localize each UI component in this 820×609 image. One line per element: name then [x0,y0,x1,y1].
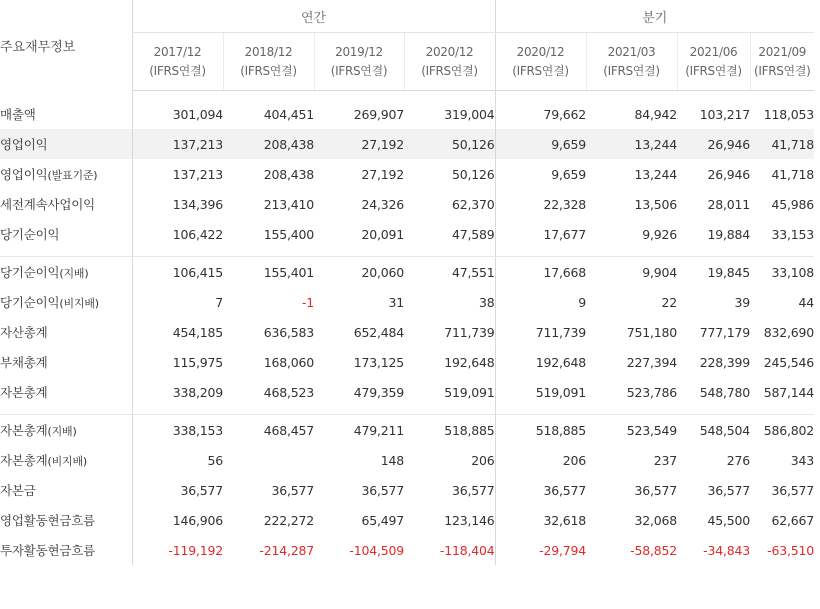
table-cell: -119,192 [132,535,223,565]
table-cell: 41,718 [750,129,814,159]
table-cell: 45,986 [771,196,814,212]
table-row [0,505,814,535]
table-cell: 41,718 [771,166,814,182]
table-cell: 39 [734,294,750,310]
table-cell: 518,885 [495,415,586,446]
period-header: 2021/09 (IFRS연결) [750,33,814,91]
table-cell: 19,884 [707,226,750,242]
table-cell: 228,399 [699,354,750,370]
table-cell: 777,179 [699,324,750,340]
row-label: 당기순이익 [0,227,60,242]
table-cell: 106,422 [132,219,223,249]
table-cell: 9 [495,287,586,317]
table-body [0,91,814,566]
table-row [0,445,814,475]
table-cell: 832,690 [763,324,814,340]
table-cell: 22 [661,294,677,310]
table-cell: 269,907 [353,106,404,122]
table-cell: 20,091 [361,226,404,242]
table-cell: 36,577 [132,475,223,505]
table-row [0,317,814,347]
table-cell: -34,843 [703,542,750,558]
table-cell: 13,506 [634,196,677,212]
table-cell: 523,786 [626,384,677,400]
table-cell: 103,217 [699,106,750,122]
table-row [0,287,814,317]
table-cell: 148 [380,452,404,468]
table-cell: 118,053 [763,106,814,122]
table-cell: 9,904 [642,264,677,280]
table-cell: 50,126 [404,129,495,159]
table-cell: 9,659 [495,159,586,189]
table-cell: 227,394 [626,354,677,370]
table-row [0,415,814,446]
table-cell: 168,060 [263,354,314,370]
table-cell: 36,577 [451,482,495,498]
row-label: 자본총계 [0,385,48,400]
table-cell: 62,667 [771,512,814,528]
table-cell: 115,975 [132,347,223,377]
table-cell: 33,108 [771,264,814,280]
table-cell: 38 [478,294,495,310]
corner-label: 주요재무정보 [0,39,76,55]
table-cell: 338,209 [132,377,223,407]
row-label: 투자활동현금흐름 [0,543,96,558]
period-header: 2020/12 (IFRS연결) [495,33,586,91]
period-header: 2020/12 (IFRS연결) [404,33,495,91]
table-row [0,159,814,189]
row-label: 자산총계 [0,325,48,340]
table-cell: 19,845 [707,264,750,280]
table-cell: -58,852 [630,542,677,558]
table-cell: 751,180 [626,324,677,340]
table-cell: 711,739 [444,324,495,340]
table-cell: 711,739 [495,317,586,347]
table-cell: 36,577 [271,482,314,498]
table-cell: 586,802 [763,422,814,438]
table-row [0,219,814,249]
table-cell: 155,400 [263,226,314,242]
table-cell: 28,011 [707,196,750,212]
row-label: 당기순이익(비지배) [0,295,99,310]
table-cell: 9,659 [495,129,586,159]
table-cell: 587,144 [763,384,814,400]
table-cell: 237 [653,452,677,468]
table-cell [223,445,314,475]
table-cell: 276 [726,452,750,468]
table-cell: 206 [495,445,586,475]
table-cell: 36,577 [771,482,814,498]
table-cell: 26,946 [677,129,750,159]
row-label: 영업이익 [0,129,132,159]
table-cell: 32,068 [634,512,677,528]
period-header: 2021/03 (IFRS연결) [586,33,677,91]
row-label: 자본금 [0,483,36,498]
table-cell: 523,549 [626,422,677,438]
table-cell: 17,677 [495,219,586,249]
group-annual: 연간 [132,0,495,33]
table-cell: 338,153 [132,415,223,446]
table-cell: 27,192 [314,129,404,159]
row-label: 당기순이익(지배) [0,265,89,280]
table-cell: 9,926 [642,226,677,242]
row-label: 자본총계(비지배) [0,453,87,468]
table-cell: 84,942 [634,106,677,122]
period-header: 2019/12 (IFRS연결) [314,33,404,91]
table-cell: 31 [388,294,404,310]
table-cell: 47,589 [451,226,495,242]
table-cell: 206 [471,452,495,468]
table-cell: 45,500 [707,512,750,528]
table-cell: 137,213 [132,129,223,159]
table-cell: 652,484 [353,324,404,340]
table-cell: 50,126 [451,166,495,182]
table-cell: -214,287 [259,542,314,558]
table-cell: 301,094 [132,99,223,129]
table-cell: 47,551 [451,264,495,280]
table-cell: 36,577 [634,482,677,498]
table-cell: 106,415 [132,257,223,288]
table-cell: 519,091 [495,377,586,407]
table-cell: 32,618 [495,505,586,535]
table-cell: 22,328 [495,189,586,219]
row-label: 매출액 [0,107,36,122]
table-cell: 479,211 [353,422,404,438]
table-cell: 468,523 [263,384,314,400]
period-header: 2021/06 (IFRS연결) [677,33,750,91]
table-cell: 20,060 [361,264,404,280]
table-cell: 13,244 [586,129,677,159]
table-cell: 208,438 [263,166,314,182]
table-row [0,475,814,505]
table-cell: 208,438 [223,129,314,159]
table-cell: 404,451 [263,106,314,122]
table-cell: 65,497 [361,512,404,528]
table-cell: 192,648 [444,354,495,370]
table-cell: 79,662 [495,99,586,129]
row-label: 영업이익(발표기준) [0,167,98,182]
table-cell: 146,906 [132,505,223,535]
table-cell: 548,780 [699,384,750,400]
table-row [0,535,814,565]
table-cell: -104,509 [349,542,404,558]
table-cell: 548,504 [699,422,750,438]
table-cell: 36,577 [707,482,750,498]
table-cell: 36,577 [495,475,586,505]
table-cell: 213,410 [263,196,314,212]
table-cell: 56 [132,445,223,475]
table-cell: 33,153 [771,226,814,242]
table-cell: 123,146 [444,512,495,528]
table-cell: -29,794 [495,535,586,565]
table-cell: 137,213 [132,159,223,189]
table-cell: 519,091 [444,384,495,400]
row-label: 부채총계 [0,355,48,370]
row-label: 자본총계(지배) [0,423,77,438]
group-quarterly: 분기 [495,0,814,33]
table-cell: 44 [798,294,814,310]
table-row [0,377,814,407]
table-cell: 36,577 [361,482,404,498]
row-label: 영업활동현금흐름 [0,513,96,528]
table-cell: 343 [790,452,814,468]
table-cell: 7 [132,287,223,317]
table-row [0,257,814,288]
table-cell: 62,370 [451,196,495,212]
table-cell: 518,885 [444,422,495,438]
table-cell: -118,404 [439,542,495,558]
table-cell: -1 [301,294,314,310]
table-cell: -63,510 [767,542,814,558]
table-cell: 245,546 [763,354,814,370]
table-cell: 13,244 [634,166,677,182]
period-header: 2017/12 (IFRS연결) [132,33,223,91]
table-cell: 24,326 [361,196,404,212]
table-row [0,189,814,219]
table-row [0,129,814,159]
table-row [0,347,814,377]
period-header: 2018/12 (IFRS연결) [223,33,314,91]
table-cell: 192,648 [495,347,586,377]
table-cell: 155,401 [263,264,314,280]
table-cell: 134,396 [132,189,223,219]
table-cell: 222,272 [263,512,314,528]
table-cell: 454,185 [132,317,223,347]
table-cell: 319,004 [444,106,495,122]
table-cell: 173,125 [353,354,404,370]
table-cell: 636,583 [263,324,314,340]
table-cell: 17,668 [495,257,586,288]
table-row [0,99,814,129]
row-label: 세전계속사업이익 [0,197,96,212]
table-cell: 468,457 [263,422,314,438]
table-cell: 26,946 [707,166,750,182]
table-cell: 27,192 [361,166,404,182]
table-cell: 479,359 [353,384,404,400]
